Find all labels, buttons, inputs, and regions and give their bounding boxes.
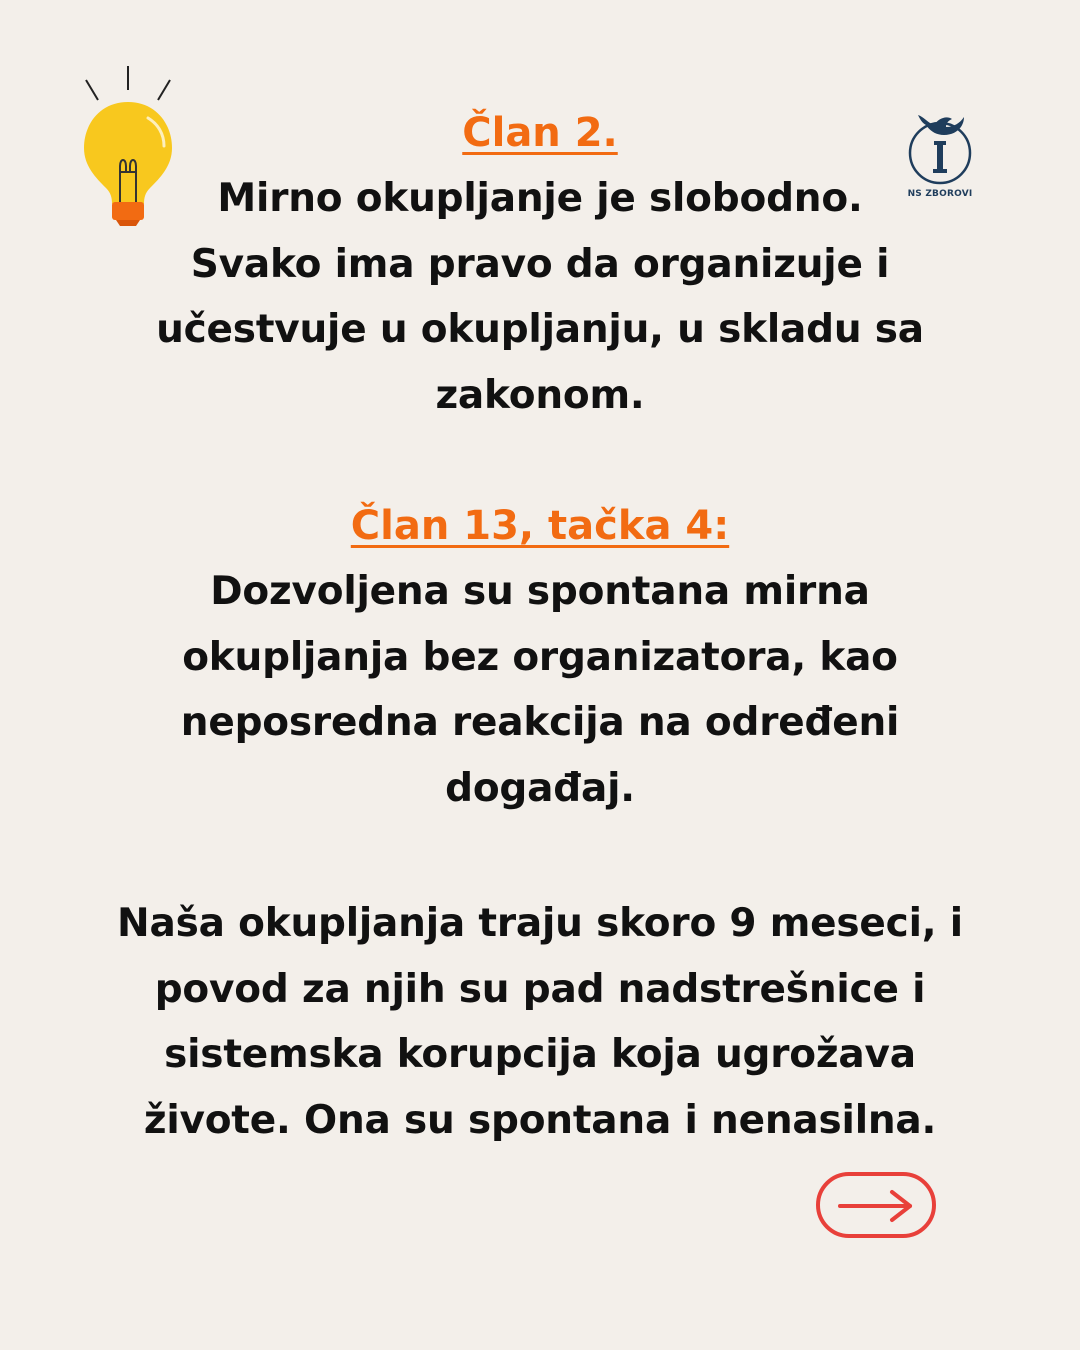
section-line: učestvuje u okupljanju, u skladu sa	[156, 307, 924, 352]
next-slide-button[interactable]	[816, 1172, 936, 1238]
section-line: neposredna reakcija na određeni	[180, 700, 900, 745]
arrow-right-icon	[836, 1188, 916, 1224]
section-line: živote. Ona su spontana i nenasilna.	[143, 1097, 937, 1143]
section-line: Naša okupljanja traju skoro 9 meseci, i	[117, 901, 963, 946]
section-line: okupljanja bez organizatora, kao	[182, 634, 898, 680]
article-2-section	[70, 100, 1010, 428]
logo-caption: NS ZBOROVI	[907, 189, 973, 199]
section-heading: Član 2.	[462, 110, 618, 156]
section-line: Svako ima pravo da organizuje i	[190, 241, 890, 287]
section-line: Dozvoljena su spontana mirna	[210, 569, 870, 614]
section-heading: Član 13, tačka 4:	[350, 503, 730, 549]
section-line: zakonom.	[435, 372, 645, 418]
section-line: sistemska korupcija koja ugrožava	[164, 1032, 916, 1077]
article-13-section	[70, 493, 1010, 821]
section-line: događaj.	[445, 765, 635, 811]
section-line: Mirno okupljanje je slobodno.	[217, 176, 863, 221]
statement-section	[70, 891, 1010, 1153]
section-line: povod za njih su pad nadstrešnice i	[154, 966, 926, 1012]
